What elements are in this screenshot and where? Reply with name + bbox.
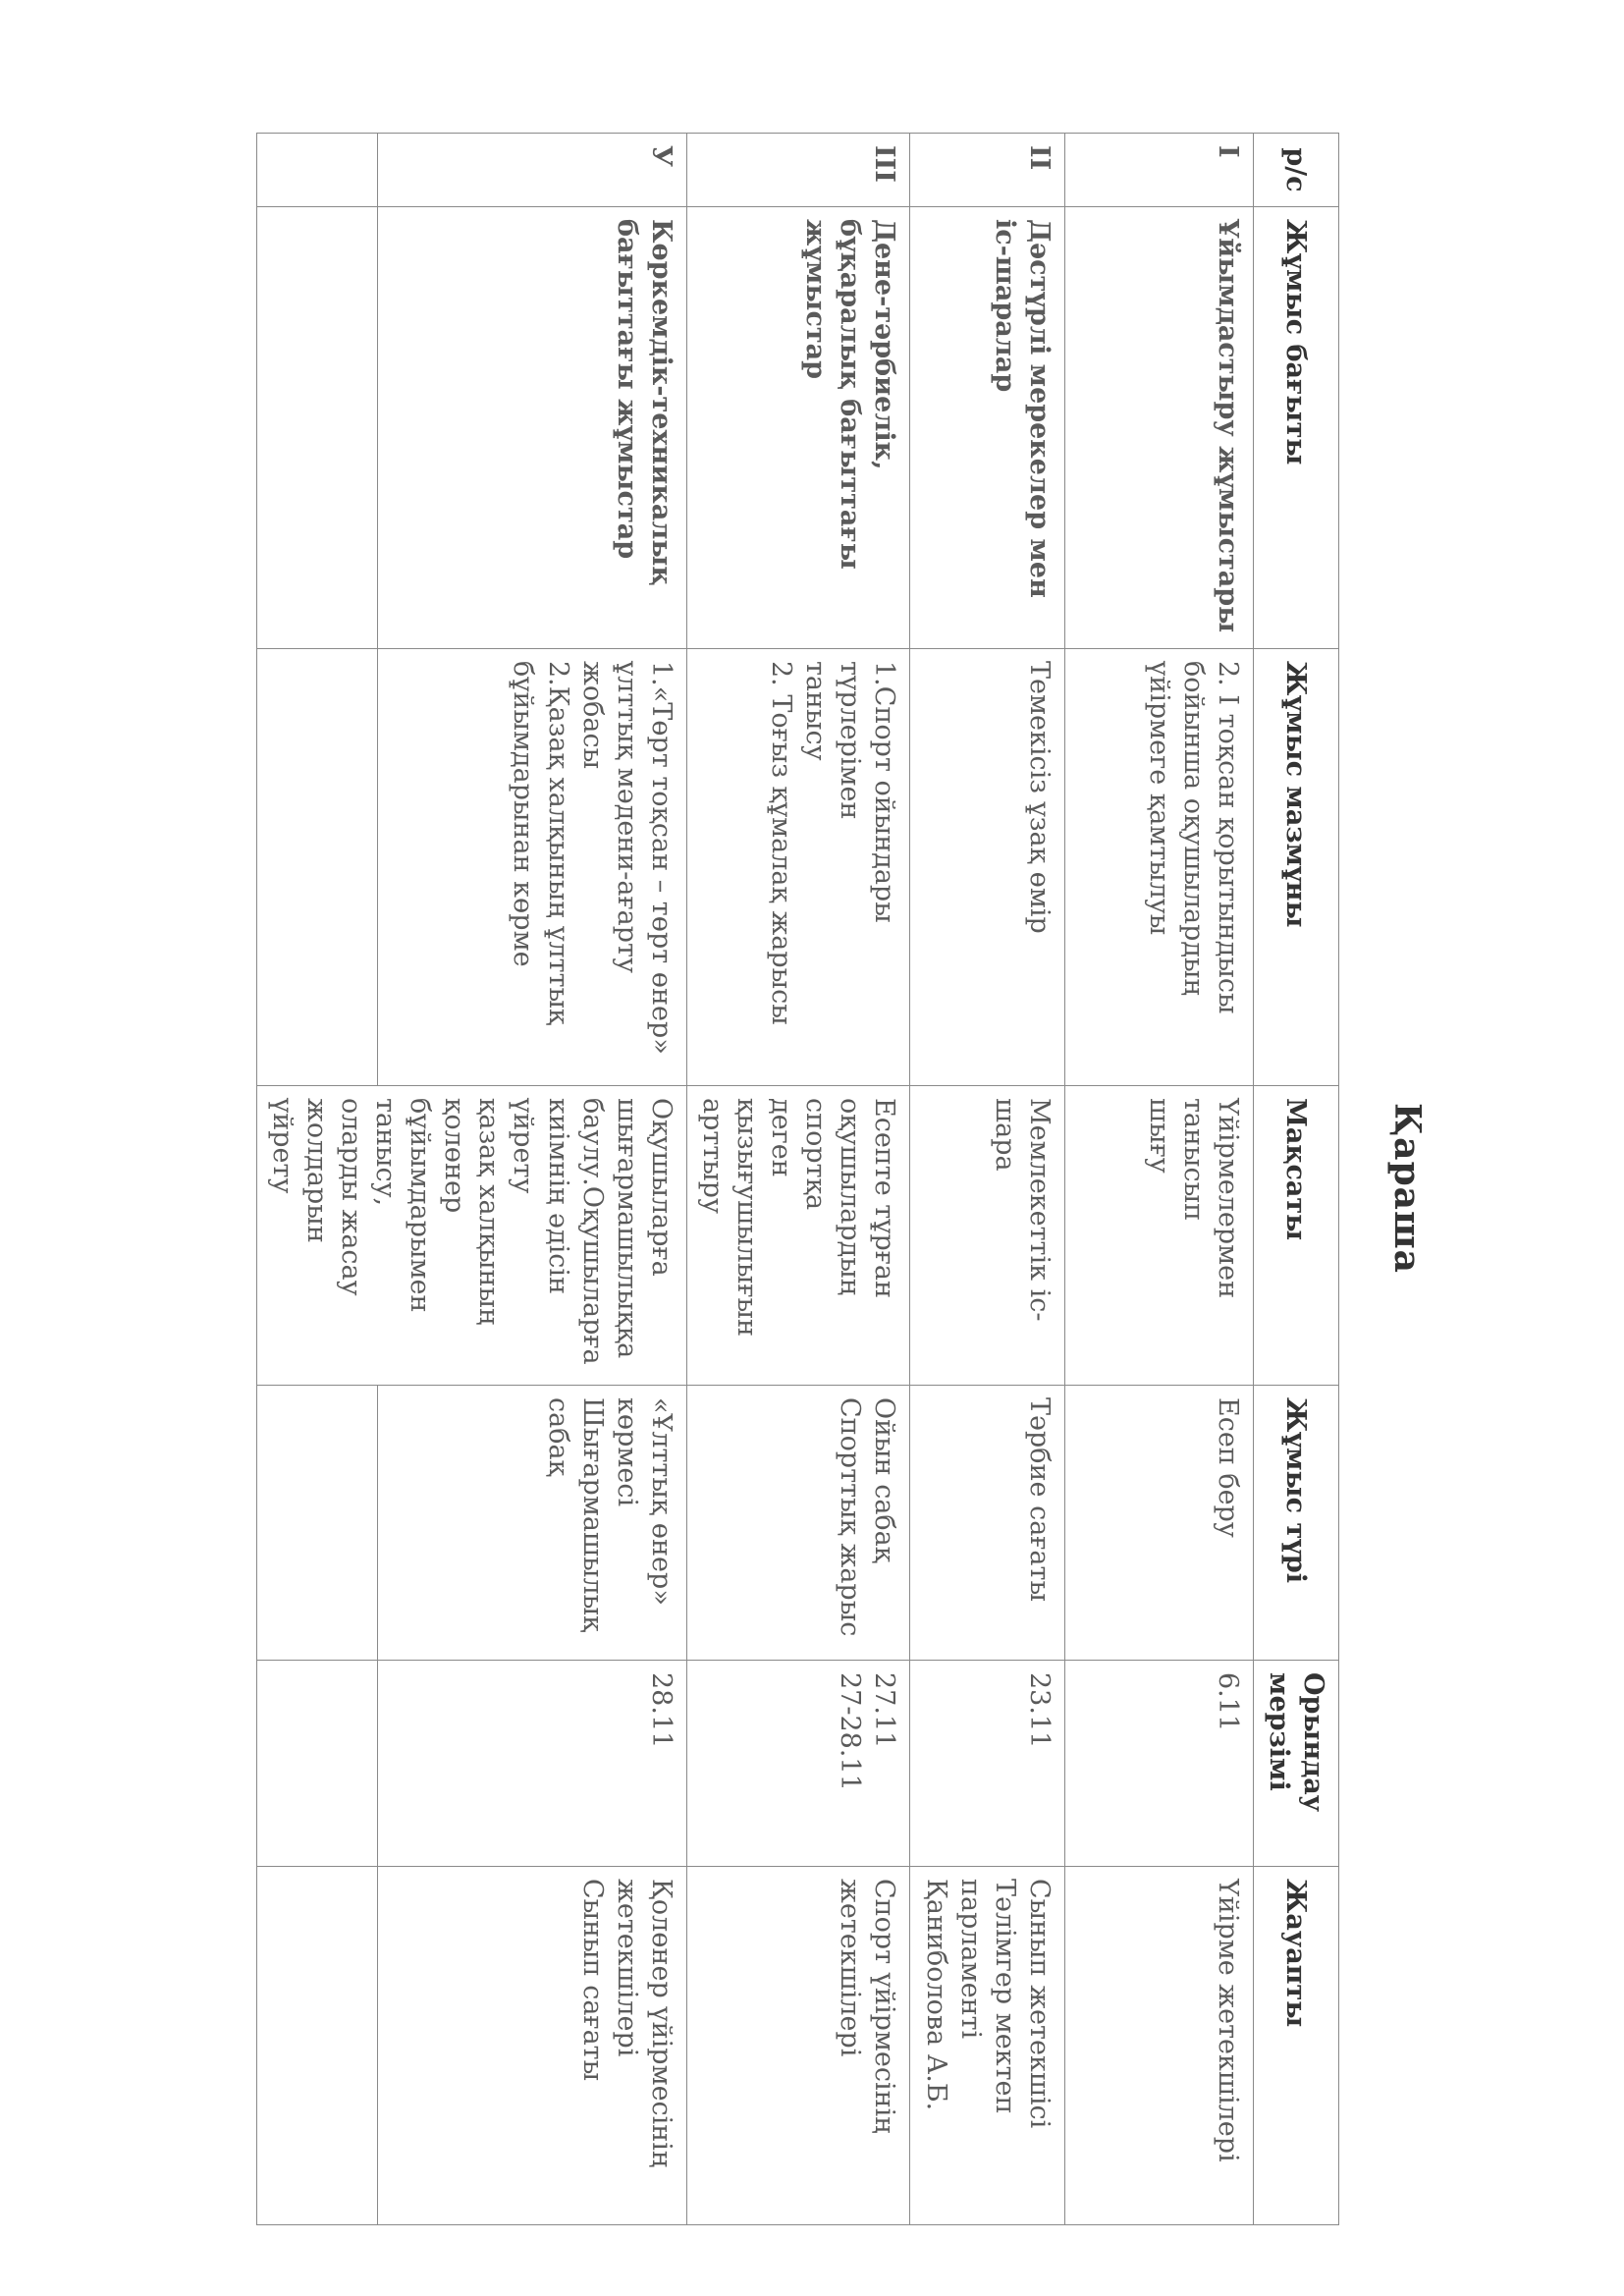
row-date	[686, 1661, 910, 1867]
empty-cell	[256, 1386, 377, 1661]
row-type	[686, 1386, 910, 1661]
row-content	[686, 649, 910, 1086]
content-line: Темекісіз ұзақ өмір	[1023, 661, 1055, 934]
row-num: У	[377, 134, 686, 207]
row-direction: Көркемдік-техникалық бағыттағы жұмыстар	[377, 207, 686, 649]
row-responsible	[686, 1867, 910, 2225]
row-content	[1064, 649, 1253, 1086]
header-content: Жұмыс мазмұны	[1253, 649, 1338, 1086]
content-line: 1.«Төрт тоқсан – төрт өнер»	[645, 661, 677, 1055]
date-line: 27.11	[869, 1672, 900, 1749]
responsible-line: Қаниболова А.Б.	[920, 1879, 951, 2111]
row-content	[910, 649, 1064, 1086]
empty-cell	[256, 1867, 377, 2225]
header-responsible: Жауапты	[1253, 1867, 1338, 2225]
responsible-line: Сынып жетекшісі	[1023, 1879, 1055, 2129]
work-plan-table	[256, 133, 1339, 2225]
table-row	[686, 134, 910, 2225]
table-row	[910, 134, 1064, 2225]
header-date: Орындау мерзімі	[1253, 1661, 1338, 1867]
row-direction: Ұйымдастыру жұмыстары	[1064, 207, 1253, 649]
header-num: р/с	[1253, 134, 1338, 207]
row-responsible	[1064, 1867, 1253, 2225]
goal-line: баулу.Оқушыларға	[576, 1098, 608, 1365]
empty-cell	[256, 649, 377, 1086]
row-direction: Дәстүрлі мерекелер мен іс-шаралар	[910, 207, 1064, 649]
empty-cell	[256, 207, 377, 649]
table-row	[377, 134, 686, 2225]
goal-line: бұйымдарымен танысу,	[370, 1098, 436, 1313]
goal-line: оларды жасау жолдарын	[300, 1098, 367, 1296]
empty-cell	[256, 134, 377, 207]
goal-line: үйрету	[266, 1098, 298, 1194]
responsible-line: жетекшілері	[835, 1879, 866, 2057]
type-line: сабақ	[542, 1397, 573, 1476]
header-direction: Жұмыс бағыты	[1253, 207, 1338, 649]
content-line: бойынша оқушылардың	[1177, 661, 1209, 996]
row-type: Тәрбие сағаты	[910, 1386, 1064, 1661]
row-type: Есеп беру	[1064, 1386, 1253, 1661]
row-goal	[910, 1086, 1064, 1386]
content-line: 2. Тоғыз құмалақ жарысы	[766, 661, 797, 1025]
type-line: Спорттық жарыс	[835, 1397, 866, 1637]
header-goal: Мақсаты	[1253, 1086, 1338, 1386]
responsible-line: Тәлімгер мектеп	[989, 1879, 1020, 2114]
date-line: 27-28.11	[835, 1672, 866, 1791]
table-row	[1064, 134, 1253, 2225]
goal-line: қазақ халқының қолөнер	[439, 1098, 505, 1326]
responsible-line: жетекшілері	[611, 1879, 642, 2057]
row-responsible	[377, 1867, 686, 2225]
goal-line: деген қызығушылығын	[731, 1098, 797, 1337]
goal-line: шығу	[1143, 1098, 1174, 1174]
row-date: 23.11	[910, 1661, 1064, 1867]
goal-line: арттыру	[696, 1098, 728, 1214]
row-goal	[1064, 1086, 1253, 1386]
row-date: 28.11	[377, 1661, 686, 1867]
row-direction: Дене-тәрбиелік, бұқаралық бағыттағы жұмыстар	[686, 207, 910, 649]
responsible-line: Үйірме жетекшілері	[1212, 1879, 1243, 2162]
type-line: «Ұлттық өнер»	[645, 1397, 677, 1606]
content-line: үйірмеге қамтылуы	[1143, 661, 1174, 936]
page-title: Қараша	[1386, 1103, 1428, 1274]
empty-cell	[256, 1661, 377, 1867]
row-num: I	[1064, 134, 1253, 207]
type-line: көрмесі	[611, 1397, 642, 1507]
row-goal	[256, 1086, 686, 1386]
rotated-page	[266, 108, 1428, 2269]
responsible-line: Қолөнер үйірмесінің	[645, 1879, 677, 2168]
goal-line: Мемлекеттік іс-шара	[989, 1098, 1055, 1322]
responsible-line: парламенті	[954, 1879, 986, 2040]
responsible-line: Спорт үйірмесінің	[869, 1879, 900, 2134]
row-responsible	[910, 1867, 1064, 2225]
row-num: III	[686, 134, 910, 207]
goal-line: шығармашылыққа	[611, 1098, 642, 1359]
type-line: Ойын сабақ	[869, 1397, 900, 1563]
goal-line: киімнің әдісін үйрету	[508, 1098, 573, 1295]
goal-line: Үйірмелермен танысып	[1177, 1098, 1243, 1299]
content-line: бұйымдарынан көрме	[508, 661, 539, 967]
row-num: II	[910, 134, 1064, 207]
row-type	[377, 1386, 686, 1661]
content-line: ұлттық мәдени-ағарту жобасы	[576, 661, 642, 973]
row-date: 6.11	[1064, 1661, 1253, 1867]
content-line: танысу	[800, 661, 832, 761]
goal-line: оқушылардың спортқа	[800, 1098, 866, 1296]
goal-line: Оқушыларға	[645, 1098, 677, 1277]
goal-line: Есепте тұрған	[869, 1098, 900, 1299]
type-line: Шығармашылық	[576, 1397, 608, 1632]
responsible-line: Сынып сағаты	[576, 1879, 608, 2082]
content-line: 2.Қазақ халқының ұлттық	[542, 661, 573, 1025]
header-type: Жұмыс түрі	[1253, 1386, 1338, 1661]
row-content	[377, 649, 686, 1086]
content-line: 1.Спорт ойындары түрлерімен	[835, 661, 900, 923]
content-line: 2. І тоқсан қорытындысы	[1212, 661, 1243, 1014]
table-header-row	[1253, 134, 1338, 2225]
row-goal	[686, 1086, 910, 1386]
